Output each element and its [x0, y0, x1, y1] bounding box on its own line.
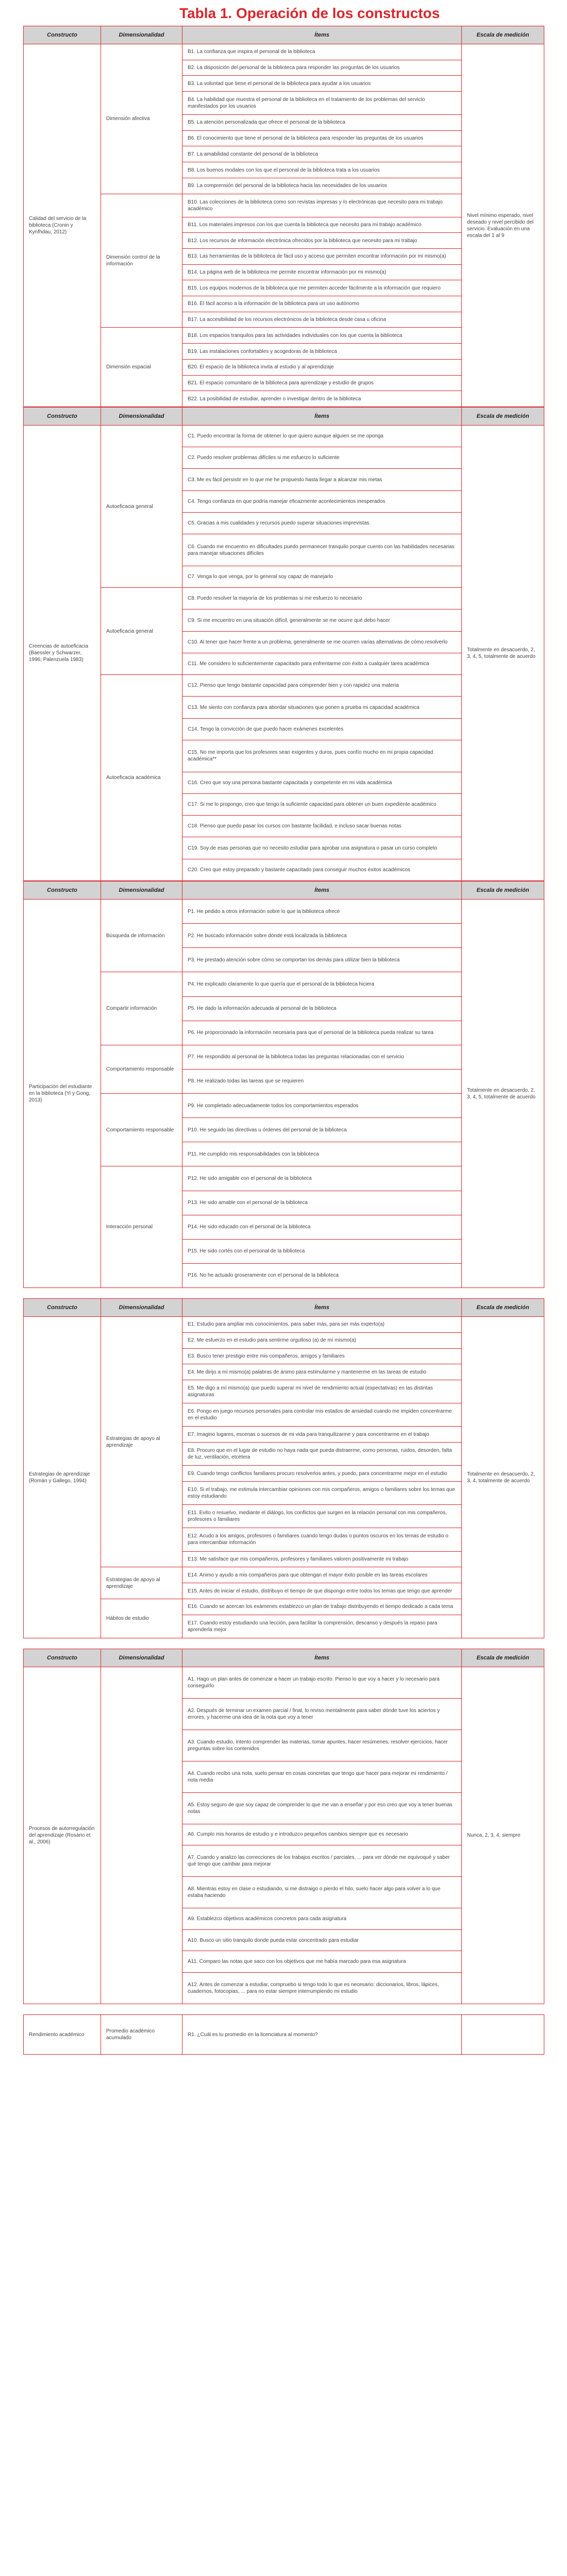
escala-cell: Totalmente en desacuerdo, 2, 3, 4, 5, totalmente de acuerdo: [462, 426, 544, 881]
header-c3: Ítems: [182, 408, 462, 426]
dimension-cell: Estrategias de apoyo al aprendizaje: [101, 1317, 182, 1567]
item-cell: P3. He prestado atención sobre cómo se comportan los demás para utilizar bien la biblioteca: [182, 948, 462, 972]
item-cell: B19. Las instalaciones confortables y acogedoras de la biblioteca: [182, 344, 462, 360]
header-c3: Ítems: [182, 882, 462, 900]
item-cell: A2. Después de terminar un examen parcial / final, lo reviso mentalmente para saber dónde tuve los aciertos y errores, y hacerme una idea de la nota que voy a tener: [182, 1698, 462, 1730]
item-cell: E2. Me esfuerzo en el estudio para sentirme orgulloso (a) de mí mismo(a): [182, 1332, 462, 1348]
item-cell: C11. Me considero lo suficientemente capacitado para enfrentarme con éxito a cualquier tarea académica: [182, 653, 462, 674]
item-cell: B17. La accesibilidad de los recursos electrónicos de la biblioteca desde casa u oficina: [182, 312, 462, 328]
header-c3: Ítems: [182, 1649, 462, 1667]
item-cell: B14. La página web de la biblioteca me permite encontrar información por mi mismo(a): [182, 264, 462, 280]
header-row: [24, 26, 544, 44]
item-cell: E8. Procuro que en el lugar de estudio no haya nada que pueda distraerme, como personas, ruidos, desorden, falta de luz, ventilación, etcétera: [182, 1443, 462, 1466]
item-cell: C1. Puedo encontrar la forma de obtener lo que quiero aunque alguien se me oponga: [182, 426, 462, 447]
item-cell: E7. Imagino lugares, escenas o sucesos de mi vida para tranquilizarme y para concentrarme en el trabajo: [182, 1427, 462, 1443]
dimension-cell: Compartir información: [101, 972, 182, 1045]
item-cell: P2. He buscado información sobre dónde está localizada la biblioteca: [182, 924, 462, 948]
header-c4: Escala de medición: [462, 26, 544, 44]
constructo-cell: Creencias de autoeficacia (Baessler y Schwarzer, 1996; Palenzuela 1983): [24, 426, 101, 881]
item-cell: B18. Los espacios tranquilos para las actividades individuales con los que cuenta la biblioteca: [182, 328, 462, 344]
item-cell: P16. No he actuado groseramente con el personal de la biblioteca: [182, 1263, 462, 1287]
item-cell: B21. El espacio comunitario de la biblioteca para aprendizaje y estudio de grupos: [182, 375, 462, 391]
item-cell: E1. Estudio para ampliar mis conocimientos, para saber más, para ser más experto(a): [182, 1317, 462, 1333]
item-cell: C8. Puedo resolver la mayoría de los problemas si me esfuerzo lo necesario: [182, 588, 462, 609]
escala-cell: Totalmente en desacuerdo, 2, 3, 4, 5, totalmente de acuerdo: [462, 900, 544, 1288]
header-c2: Dimensionalidad: [101, 408, 182, 426]
item-cell: A11. Comparo las notas que saco con los objetivos que me había marcado para esa asignatura: [182, 1951, 462, 1973]
header-c4: Escala de medición: [462, 408, 544, 426]
escala-cell: Totalmente en desacuerdo, 2, 3, 4, totalmente de acuerdo: [462, 1317, 544, 1638]
item-cell: A7. Cuando y analizo las correcciones de los trabajos escritos / parciales, ... para ver dónde me equivoqué y saber qué tengo que cambiar para mejorar: [182, 1845, 462, 1877]
item-cell: A12. Antes de comenzar a estudiar, compruebo si tengo todo lo que es necesario: diccionarios, libros, lápices, cuadernos, fotocopias, ... para no estar siempre interrumpiendo mi estudio: [182, 1973, 462, 2004]
item-cell: P7. He respondido al personal de la biblioteca todas las preguntas relacionadas con el servicio: [182, 1045, 462, 1069]
item-cell: B4. La habilidad que muestra el personal de la biblioteca en el tratamiento de los problemas del servicio manifestados por los usuarios: [182, 92, 462, 115]
escala-cell: Nivel mínimo esperado, nivel deseado y nivel percibido del servicio. Evaluación en una escala del 1 al 9: [462, 44, 544, 407]
item-cell: B6. El conocimiento que tiene el personal de la biblioteca para responder las preguntas de los usuarios: [182, 130, 462, 146]
dimension-cell: Interacción personal: [101, 1166, 182, 1288]
construct-table-estrategias: [23, 1298, 544, 1638]
item-cell: E11. Evito o resuelvo, mediante el diálogo, los conflictos que surgen en la relación personal con mis compañeros, profesores o familiares: [182, 1505, 462, 1528]
item-cell: P14. He sido educado con el personal de la biblioteca: [182, 1215, 462, 1239]
header-c2: Dimensionalidad: [101, 1649, 182, 1667]
item-cell: E5. Me digo a mí mismo(a) que puedo superar mi nivel de rendimiento actual (expectativas) en las distintas asignaturas: [182, 1380, 462, 1403]
dimension-cell: Autoeficacia general: [101, 588, 182, 675]
item-cell: C19. Soy de esas personas que no necesito estudiar para aprobar una asignatura o pasar un curso completo: [182, 837, 462, 859]
item-cell: B8. Los buenos modales con los que el personal de la biblioteca trata a los usuarios: [182, 162, 462, 178]
item-cell: P13. He sido amable con el personal de la biblioteca: [182, 1191, 462, 1215]
header-c3: Ítems: [182, 26, 462, 44]
item-cell: C16. Creo que soy una persona bastante capacitada y competente en mi vida académica: [182, 772, 462, 793]
construct-table-autoeficacia: [23, 407, 544, 881]
item-cell: C6. Cuando me encuentro en dificultades puedo permanecer tranquilo porque cuento con las habilidades necesarias para manejar situaciones difíciles: [182, 534, 462, 566]
item-cell: C3. Me es fácil persistir en lo que me he propuesto hasta llegar a alcanzar mis metas: [182, 469, 462, 490]
header-row: [24, 882, 544, 900]
table-title: Tabla 1. Operación de los constructos: [179, 5, 440, 21]
header-c2: Dimensionalidad: [101, 882, 182, 900]
item-cell: A1. Hago un plan antes de comenzar a hacer un trabajo escrito. Pienso lo que voy a hacer y lo necesario para conseguirlo: [182, 1667, 462, 1699]
header-c2: Dimensionalidad: [101, 1299, 182, 1317]
item-cell: C2. Puedo resolver problemas difíciles si me esfuerzo lo suficiente: [182, 447, 462, 469]
dimension-cell: Hábitos de estudio: [101, 1599, 182, 1638]
item-cell: E14. Animo y ayudo a mis compañeros para que obtengan el mayor éxito posible en las tareas escolares: [182, 1567, 462, 1583]
item-cell: E17. Cuando estoy estudiando una lección, para facilitar la comprensión, descanso y después la repaso para aprenderla mejor: [182, 1615, 462, 1638]
item-cell: E13. Me satisface que mis compañeros, profesores y familiares valoren positivamente mi trabajo: [182, 1551, 462, 1567]
item-cell: E15. Antes de iniciar el estudio, distribuyo el tiempo de que dispongo entre todos los temas que tengo que aprender: [182, 1583, 462, 1599]
item-cell: P8. He realizado todas las tareas que se requieren: [182, 1069, 462, 1093]
item-cell: E12. Acudo a los amigos, profesores o familiares cuando tengo dudas o puntos oscuros en los temas de estudio o para intercambiar información: [182, 1528, 462, 1551]
dimension-cell: Promedio académico acumulado: [101, 2015, 182, 2055]
item-cell: P6. He proporcionado la información necesaria para que el personal de la biblioteca pueda realizar su tarea: [182, 1021, 462, 1045]
dimension-cell: Autoeficacia académica: [101, 675, 182, 881]
item-cell: B11. Los materiales impresos con los que cuenta la biblioteca que necesito para mi trabajo académico: [182, 217, 462, 233]
table-row: [24, 900, 544, 924]
table-row: [24, 426, 544, 447]
dimension-cell: Estrategias de apoyo al aprendizaje: [101, 1567, 182, 1599]
item-cell: A6. Cumplo mis horarios de estudio y e introduzco pequeños cambios siempre que es necesario: [182, 1824, 462, 1845]
item-cell: A8. Mientras estoy en clase o estudiando, si me distraigo o pierdo el hilo, suelo hacer algo para volver a lo que estaba haciendo: [182, 1877, 462, 1908]
header-c4: Escala de medición: [462, 1299, 544, 1317]
header-c1: Constructo: [24, 1649, 101, 1667]
item-cell: A5. Estoy seguro de que soy capaz de comprender lo que me van a enseñar y por eso creo que voy a tener buenas notas: [182, 1792, 462, 1824]
item-cell: E10. Si el trabajo, me estimula intercambiar opiniones con mis compañeros, amigos o familiares sobre los temas que estoy estudiando: [182, 1482, 462, 1505]
header-c1: Constructo: [24, 408, 101, 426]
dimension-cell: [101, 1667, 182, 2004]
header-c1: Constructo: [24, 1299, 101, 1317]
dimension-cell: Dimensión afectiva: [101, 44, 182, 194]
item-cell: P15. He sido cortés con el personal de la biblioteca: [182, 1239, 462, 1263]
item-cell: C9. Si me encuentro en una situación difícil, generalmente se me ocurre qué debo hacer: [182, 609, 462, 631]
item-cell: B7. La amabilidad constante del personal de la biblioteca: [182, 146, 462, 162]
item-cell: B15. Los equipos modernos de la biblioteca que me permiten acceder fácilmente a la información que requiero: [182, 280, 462, 296]
constructo-cell: Calidad del servicio de la biblioteca (Cronin y Kynfhdau, 2012): [24, 44, 101, 407]
item-cell: P10. He seguido las directivas u órdenes del personal de la biblioteca: [182, 1118, 462, 1142]
dimension-cell: Dimensión espacial: [101, 328, 182, 407]
table-row: [24, 44, 544, 60]
item-cell: P4. He explicado claramente lo que quería que el personal de la biblioteca hiciera: [182, 972, 462, 996]
item-cell: B9. La comprensión del personal de la biblioteca hacia las necesidades de los usuarios: [182, 178, 462, 194]
dimension-cell: Comportamiento responsable: [101, 1094, 182, 1166]
escala-cell: Nunca, 2, 3, 4, siempre: [462, 1667, 544, 2004]
item-cell: C10. Al tener que hacer frente a un problema, generalmente se me ocurren varias alternativas de cómo resolverlo: [182, 631, 462, 653]
dimension-cell: Autoeficacia general: [101, 426, 182, 588]
item-cell: P12. He sido amigable con el personal de la biblioteca: [182, 1166, 462, 1191]
header-c1: Constructo: [24, 26, 101, 44]
item-cell: B20. El espacio de la biblioteca invita al estudio y al aprendizaje: [182, 359, 462, 375]
item-cell: P9. He completado adecuadamente todos los comportamientos esperados: [182, 1094, 462, 1118]
table-row: [24, 1317, 544, 1333]
item-cell: P5. He dado la información adecuada al personal de la biblioteca: [182, 996, 462, 1021]
table-row: [24, 1667, 544, 1699]
item-cell: B16. El fácil acceso a la información de la biblioteca para un uso autónomo: [182, 296, 462, 312]
item-cell: B3. La voluntad que tiene el personal de la biblioteca para ayudar a los usuarios: [182, 76, 462, 92]
item-cell: B10. Las colecciones de la biblioteca como son revistas impresas y /o electrónicas que necesito para mi trabajo académico: [182, 194, 462, 217]
item-cell: B2. La disposición del personal de la biblioteca para responder las preguntas de los usuarios: [182, 60, 462, 76]
dimension-cell: Comportamiento responsable: [101, 1045, 182, 1093]
constructo-cell: Participación del estudiante en la biblioteca (Yi y Gong, 2013): [24, 900, 101, 1288]
construct-table-participacion: [23, 881, 544, 1288]
item-cell: C4. Tengo confianza en que podría manejar eficazmente acontecimientos inesperados: [182, 490, 462, 512]
item-cell: B13. Las herramientas de la biblioteca de fácil uso y acceso que permiten encontrar información por mi mismo(a): [182, 248, 462, 264]
header-c4: Escala de medición: [462, 1649, 544, 1667]
item-cell: E4. Me dirijo a mí mismo(a) palabras de ánimo para estimularme y mantenerme en las tareas de estudio: [182, 1364, 462, 1380]
item-cell: E3. Busco tener prestigio entre mis compañeros, amigos y familiares: [182, 1348, 462, 1364]
escala-cell: [462, 2015, 544, 2055]
dimension-cell: Búsqueda de información: [101, 900, 182, 972]
dimension-cell: Dimensión control de la información: [101, 194, 182, 328]
item-cell: A4. Cuando recibo una nota, suelo pensar en cosas concretas que tengo que hacer para mejorar mi rendimiento / nota media: [182, 1761, 462, 1792]
header-c1: Constructo: [24, 882, 101, 900]
construct-table-autorregulacion: [23, 1649, 544, 2004]
item-cell: C12. Pienso que tengo bastante capacidad para comprender bien y con rapidez una materia: [182, 675, 462, 697]
construct-table-calidad: [23, 26, 544, 407]
construct-table-rendimiento: [23, 2014, 544, 2055]
item-cell: E6. Pongo en juego recursos personales para controlar mis estados de ansiedad cuando me impiden concentrarme en el estudio: [182, 1403, 462, 1427]
item-cell: R1. ¿Cuál es tu promedio en la licenciatura al momento?: [182, 2015, 462, 2055]
item-cell: C14. Tengo la convicción de que puedo hacer exámenes excelentes: [182, 718, 462, 740]
item-cell: A3. Cuando estudio, intento comprender las materias, tomar apuntes, hacer resúmenes, resolver ejercicios, hacer preguntas sobre los contenidos: [182, 1730, 462, 1761]
item-cell: E16. Cuando se acercan los exámenes establezco un plan de trabajo distribuyendo el tiempo dedicado a cada tema: [182, 1599, 462, 1615]
item-cell: B12. Los recursos de información electrónica ofrecidos por la biblioteca que necesito para mi trabajo: [182, 233, 462, 249]
header-row: [24, 1649, 544, 1667]
header-c3: Ítems: [182, 1299, 462, 1317]
constructo-cell: Estrategias de aprendizaje (Román y Gallego, 1994): [24, 1317, 101, 1638]
header-row: [24, 1299, 544, 1317]
item-cell: P1. He pedido a otros información sobre lo que la biblioteca ofrece: [182, 900, 462, 924]
header-c2: Dimensionalidad: [101, 26, 182, 44]
item-cell: B1. La confianza que inspira el personal de la biblioteca: [182, 44, 462, 60]
header-row: [24, 408, 544, 426]
item-cell: P11. He cumplido mis responsabilidades con la biblioteca: [182, 1142, 462, 1166]
constructo-cell: Procesos de autorregulación del aprendizaje (Rosário et al., 2006): [24, 1667, 101, 2004]
item-cell: C18. Pienso que puedo pasar los cursos con bastante facilidad, e incluso sacar buenas notas: [182, 816, 462, 837]
item-cell: B22. La posibilidad de estudiar, aprender o investigar dentro de la biblioteca: [182, 391, 462, 407]
item-cell: B5. La atención personalizada que ofrece el personal de la biblioteca: [182, 115, 462, 131]
header-c4: Escala de medición: [462, 882, 544, 900]
item-cell: C13. Me siento con confianza para abordar situaciones que ponen a prueba mi capacidad académica: [182, 697, 462, 718]
item-cell: A10. Busco un sitio tranquilo donde pueda estar concentrado para estudiar: [182, 1929, 462, 1951]
table-row: [24, 2015, 544, 2055]
item-cell: C15. No me importa que los profesores sean exigentes y duros, pues confío mucho en mi propia capacidad académica**: [182, 740, 462, 772]
constructo-cell: Rendimiento académico: [24, 2015, 101, 2055]
item-cell: C17. Si me lo propongo, creo que tengo la suficiente capacidad para obtener un buen expediente académico: [182, 793, 462, 815]
item-cell: C5. Gracias a mis cualidades y recursos puedo superar situaciones imprevistas: [182, 512, 462, 534]
item-cell: C7. Venga lo que venga, por lo general soy capaz de manejarlo: [182, 566, 462, 588]
item-cell: E9. Cuando tengo conflictos familiares procuro resolverlos antes, y puedo, para concentrarme mejor en el estudio: [182, 1466, 462, 1482]
item-cell: C20. Creo que estoy preparado y bastante capacitado para conseguir muchos éxitos académicos: [182, 859, 462, 880]
item-cell: A9. Establezco objetivos académicos concretos para cada asignatura: [182, 1908, 462, 1930]
